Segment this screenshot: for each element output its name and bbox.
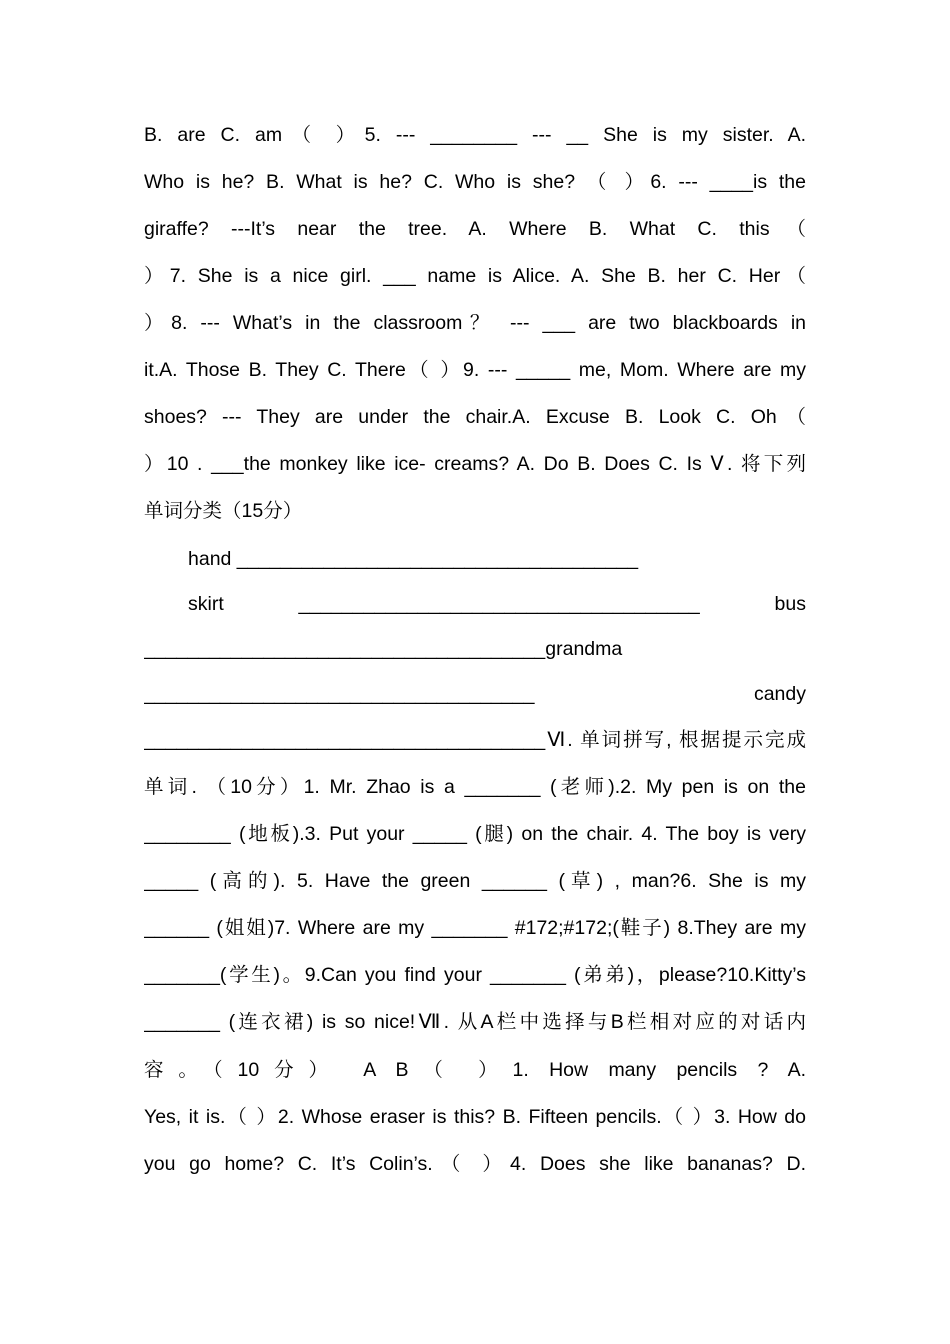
text-line-18: ______ (姐姐)7. Where are my _______ #172;#172;(鞋子) 8.They are my <box>144 917 806 939</box>
text-line-17: _____ (高的). 5. Have the green ______ (草) , man?6. She is my <box>144 870 806 892</box>
word-category-skirt-bus: skirt _____________________________________ bus <box>188 593 806 615</box>
text-line-19: _______(学生)。9.Can you find your _______ (弟弟)，please?10.Kitty’s <box>144 964 806 986</box>
section-vii-title: _______ (连衣裙) is so nice!Ⅶ. 从A栏中选择与B栏相对应的对话内 <box>144 1011 806 1033</box>
text-line-16: ________ (地板).3. Put your _____ (腿) on the chair. 4. The boy is very <box>144 823 806 845</box>
text-line-23: you go home? C. It’s Colin’s.（ ）4. Does she like bananas? D. <box>144 1153 806 1175</box>
text-line-1: B. are C. am（ ）5. --- ________ --- __ She is my sister. A. <box>144 124 806 146</box>
section-vi-title: _____________________________________Ⅵ. 单词拼写, 根据提示完成 <box>144 729 806 751</box>
word-category-grandma: _____________________________________grandma <box>144 638 623 660</box>
text-line-6: it.A. Those B. They C. There（ ）9. --- _____ me, Mom. Where are my <box>144 359 806 381</box>
word-category-candy: ____________________________________ candy <box>144 683 806 705</box>
text-line-21: 容。（10分） A B（ ）1. How many pencils ? A. <box>144 1059 806 1081</box>
section-v-title: 单词分类（15分） <box>144 500 303 522</box>
text-line-3: giraffe? ---It’s near the tree. A. Where B. What C. this（ <box>144 218 806 240</box>
text-line-4: ）7. She is a nice girl. ___ name is Alice. A. She B. her C. Her（ <box>144 265 806 287</box>
text-line-5: ）8. --- What’s in the classroom？ --- ___ are two blackboards in <box>144 312 806 334</box>
text-line-2: Who is he? B. What is he? C. Who is she? （ ）6. --- ____is the <box>144 171 806 193</box>
text-line-22: Yes, it is.（ ）2. Whose eraser is this? B. Fifteen pencils.（ ）3. How do <box>144 1106 806 1128</box>
word-category-hand: hand _____________________________________ <box>188 548 639 570</box>
text-line-15: 单词. （10分）1. Mr. Zhao is a _______ (老师).2. My pen is on the <box>144 776 806 798</box>
text-line-8: ）10 . ___the monkey like ice- creams? A. Do B. Does C. Is Ⅴ. 将下列 <box>144 453 806 475</box>
text-line-7: shoes? --- They are under the chair.A. Excuse B. Look C. Oh（ <box>144 406 806 428</box>
